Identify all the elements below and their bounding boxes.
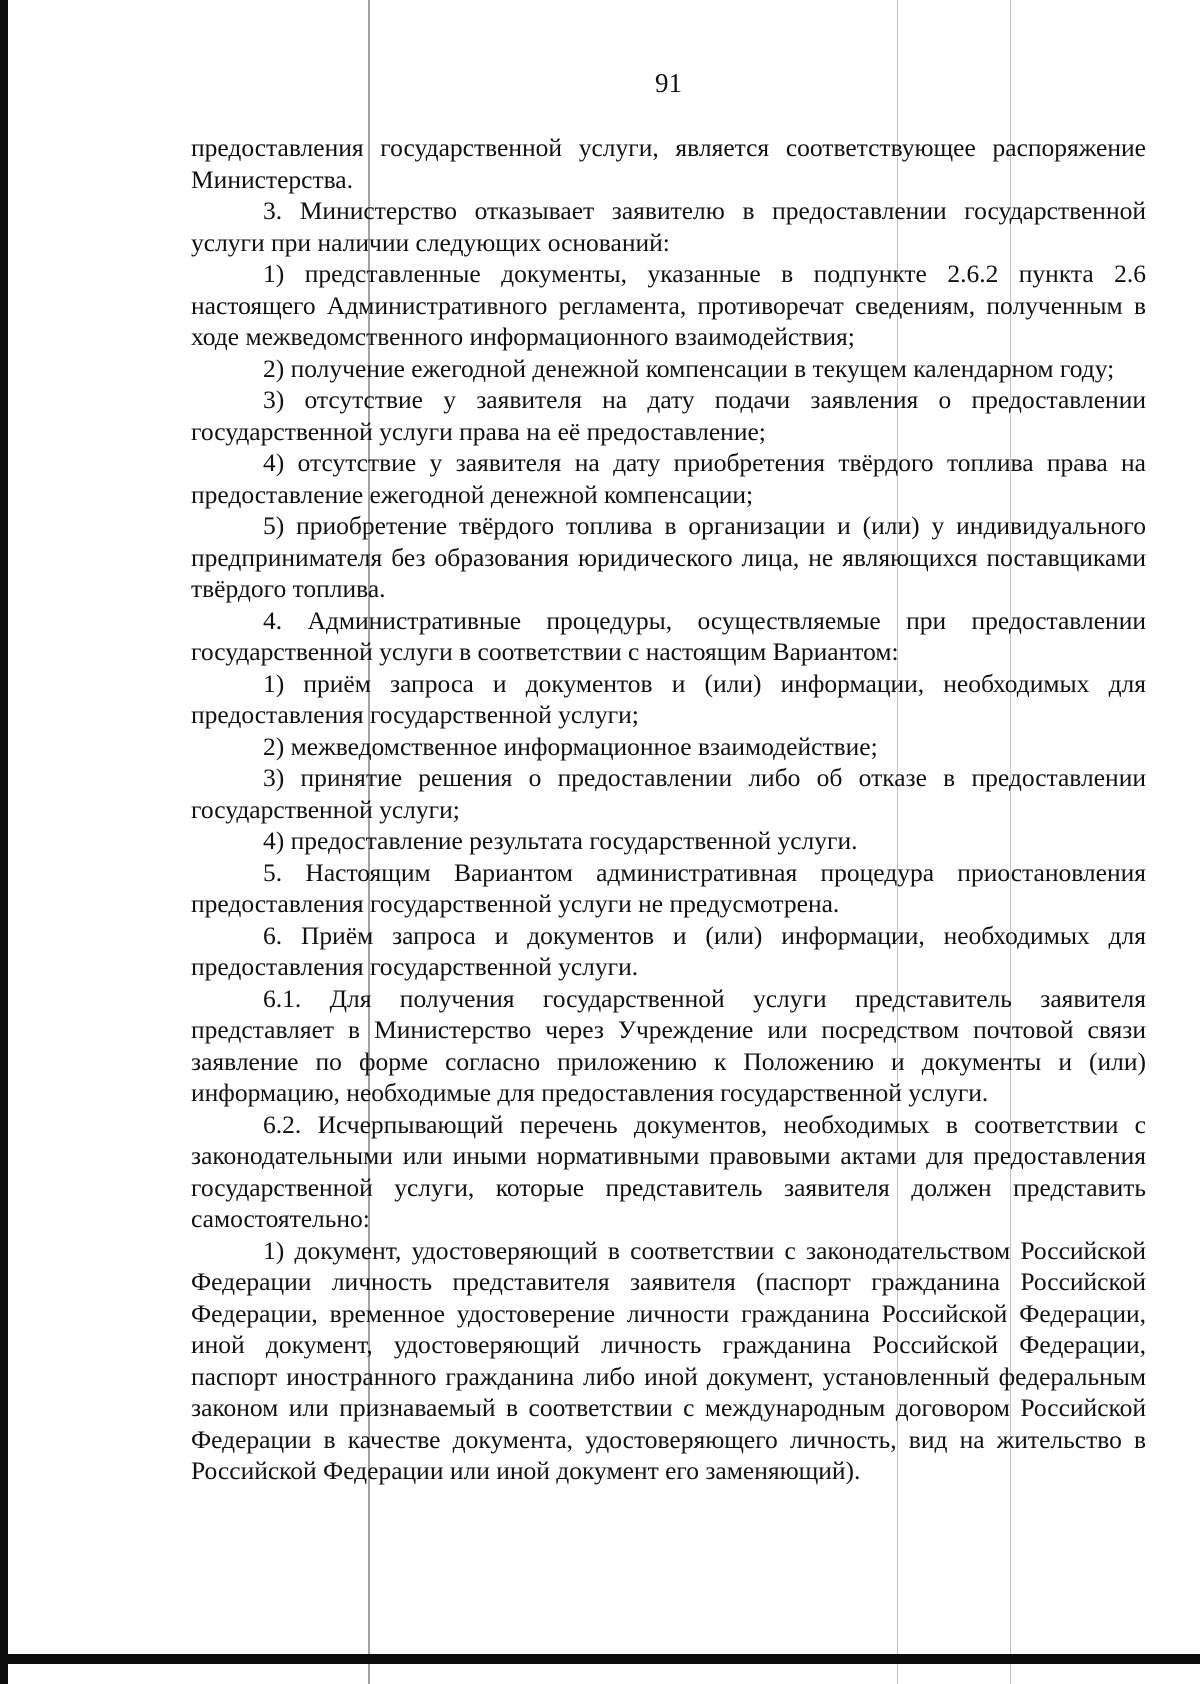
scan-bottom-edge xyxy=(0,1654,1200,1664)
paragraph: 4. Административные процедуры, осуществляемые при предоставлении государственной услуги в соответствии с настоящим Вариантом: xyxy=(191,605,1146,666)
paragraph: 3. Министерство отказывает заявителю в предоставлении государственной услуги при наличии следующих оснований: xyxy=(191,196,1146,257)
paragraph: 1) приём запроса и документов и (или) информации, необходимых для предоставления государственной услуги; xyxy=(191,668,1146,729)
paragraph: 6. Приём запроса и документов и (или) информации, необходимых для предоставления государственной услуги. xyxy=(191,920,1146,981)
paragraph: 5) приобретение твёрдого топлива в организации и (или) у индивидуального предпринимателя без образования юридического лица, не являющихся поставщиками твёрдого топлива. xyxy=(191,511,1146,603)
paragraph: 2) получение ежегодной денежной компенсации в текущем календарном году; xyxy=(263,353,1115,383)
paragraph: 1) представленные документы, указанные в подпункте 2.6.2 пункта 2.6 настоящего Административного регламента, противоречат сведениям, полученным в ходе межведомственного информационного взаимодействия; xyxy=(191,259,1146,351)
paragraph: 6.2. Исчерпывающий перечень документов, необходимых в соответствии с законодательными или иными нормативными правовыми актами для предоставления государственной услуги, которые представитель заявителя должен представить самостоятельно: xyxy=(191,1109,1146,1233)
page-number: 91 xyxy=(655,68,682,98)
paragraph: 2) межведомственное информационное взаимодействие; xyxy=(263,731,878,761)
paragraph: 6.1. Для получения государственной услуги представитель заявителя представляет в Министерство через Учреждение или посредством почтовой связи заявление по форме согласно приложению к Положению и документы и (или) информацию, необходимые для предоставления государственной услуги. xyxy=(191,983,1146,1107)
scan-left-edge xyxy=(0,0,8,1684)
paragraph: 3) принятие решения о предоставлении либо об отказе в предоставлении государственной услуги; xyxy=(191,763,1146,824)
paragraph: 3) отсутствие у заявителя на дату подачи заявления о предоставлении государственной услуги права на её предоставление; xyxy=(191,385,1146,446)
paragraph: 1) документ, удостоверяющий в соответствии с законодательством Российской Федерации личность представителя заявителя (паспорт гражданина Российской Федерации, временное удостоверение личности гражданина Российской Федерации, иной документ, удостоверяющий личность гражданина Российской Федерации, паспорт иностранного гражданина либо иной документ, установленный федеральным законом или признаваемый в соответствии с международным договором Российской Федерации в качестве документа, удостоверяющего личность, вид на жительство в Российской Федерации или иной документ его заменяющий). xyxy=(191,1235,1146,1485)
paragraph: 4) отсутствие у заявителя на дату приобретения твёрдого топлива права на предоставление ежегодной денежной компенсации; xyxy=(191,448,1146,509)
paragraph: 4) предоставление результата государственной услуги. xyxy=(263,826,858,855)
paragraph: предоставления государственной услуги, является соответствующее распоряжение Министерства. xyxy=(191,133,1146,194)
document-body xyxy=(191,132,1146,1487)
paragraph: 5. Настоящим Вариантом административная процедура приостановления предоставления государственной услуги не предусмотрена. xyxy=(191,857,1146,918)
